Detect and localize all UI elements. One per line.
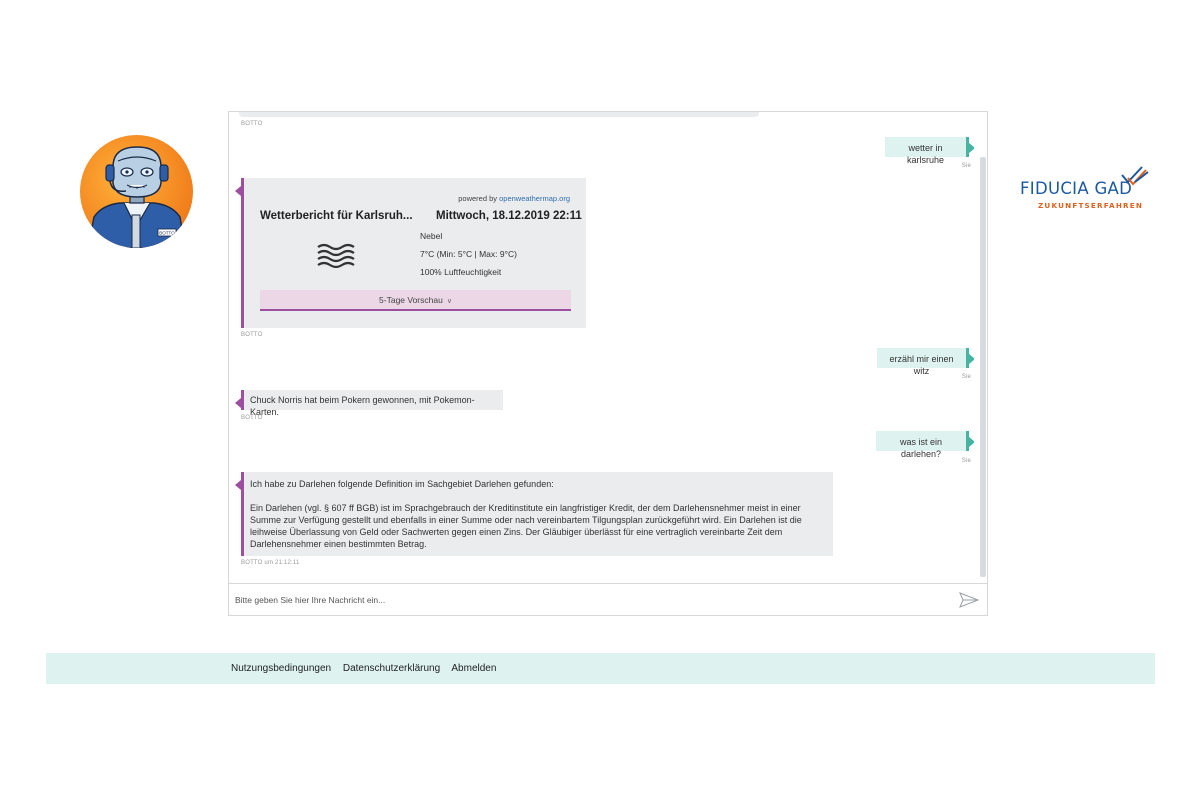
bot-message-text: Ein Darlehen (vgl. § 607 ff BGB) ist im Sprachgebrauch der Kreditinstitute ein langfristiger Kredit, der dem Darlehensnehmer meist in einer Summe zur Verfügung gestellt und ebenfalls in einer Summe oder nach vereinbartem Tilgungsplan zurückgeführt wird. Ein Darlehen ist die leihweise Überlassung von Geld oder Sachwerten gegen einen Zins. Der Gläubiger überlässt für eine vertraglich vereinbarte Zeit dem Darlehensnehmer einen bestimmten Betrag. <box>250 503 802 549</box>
scrollbar-thumb[interactable] <box>980 157 986 577</box>
forecast-button[interactable]: 5-Tage Vorschau ∨ <box>260 290 571 311</box>
bot-message <box>241 472 833 556</box>
message-meta: Sie <box>961 458 971 464</box>
user-message <box>885 137 969 165</box>
message-meta: BOTTO <box>241 121 263 127</box>
weather-condition: Nebel <box>420 231 443 241</box>
footer-links <box>231 663 505 674</box>
bot-avatar <box>80 135 193 248</box>
footer <box>46 653 1155 684</box>
privacy-link[interactable]: Datenschutzerklärung <box>342 663 441 674</box>
user-message-text: was ist ein darlehen? <box>899 437 943 459</box>
logo-tagline: ZUKUNFTSERFAHREN <box>1038 201 1144 210</box>
logo-text: FIDUCIA GAD <box>1020 179 1133 198</box>
user-message-text: wetter in karlsruhe <box>906 143 944 165</box>
input-bar <box>229 583 987 615</box>
weather-humidity: 100% Luftfeuchtigkeit <box>420 267 502 277</box>
openweathermap-link[interactable]: openweathermap.org <box>499 194 570 203</box>
bot-message <box>241 390 503 417</box>
message-meta: BOTTO um 21:12:11 <box>241 560 300 566</box>
robot-avatar-icon <box>80 135 193 248</box>
weather-card <box>241 178 586 328</box>
user-message-text: erzähl mir einen witz <box>889 354 954 376</box>
message-input[interactable] <box>235 591 935 609</box>
fog-icon <box>316 242 356 268</box>
chat-window <box>228 111 988 616</box>
company-logo <box>1020 165 1150 215</box>
powered-by: powered by openweathermap.org <box>458 194 570 203</box>
weather-temperature: 7°C (Min: 5°C | Max: 9°C) <box>420 249 517 259</box>
bot-message-partial <box>239 112 759 117</box>
svg-text:BOTTO: BOTTO <box>159 230 175 236</box>
terms-link[interactable]: Nutzungsbedingungen <box>231 663 332 674</box>
bot-message-intro: Ich habe zu Darlehen folgende Definition im Sachgebiet Darlehen gefunden: <box>250 479 554 489</box>
send-icon[interactable] <box>959 592 979 608</box>
message-meta: Sie <box>961 163 971 169</box>
message-meta: Sie <box>961 374 971 380</box>
chat-scrollbar[interactable] <box>975 112 987 582</box>
weather-date: Mittwoch, 18.12.2019 22:11 <box>436 210 582 222</box>
message-list[interactable] <box>229 112 974 582</box>
message-meta: BOTTO <box>241 415 263 421</box>
logout-link[interactable]: Abmelden <box>451 663 497 674</box>
user-message <box>877 348 969 376</box>
bot-message-text: Chuck Norris hat beim Pokern gewonnen, mit Pokemon-Karten. <box>250 395 475 417</box>
message-meta: BOTTO <box>241 332 263 338</box>
chevron-down-icon: ∨ <box>446 298 452 305</box>
weather-title: Wetterbericht für Karlsruh... <box>260 210 413 222</box>
user-message <box>876 431 969 459</box>
